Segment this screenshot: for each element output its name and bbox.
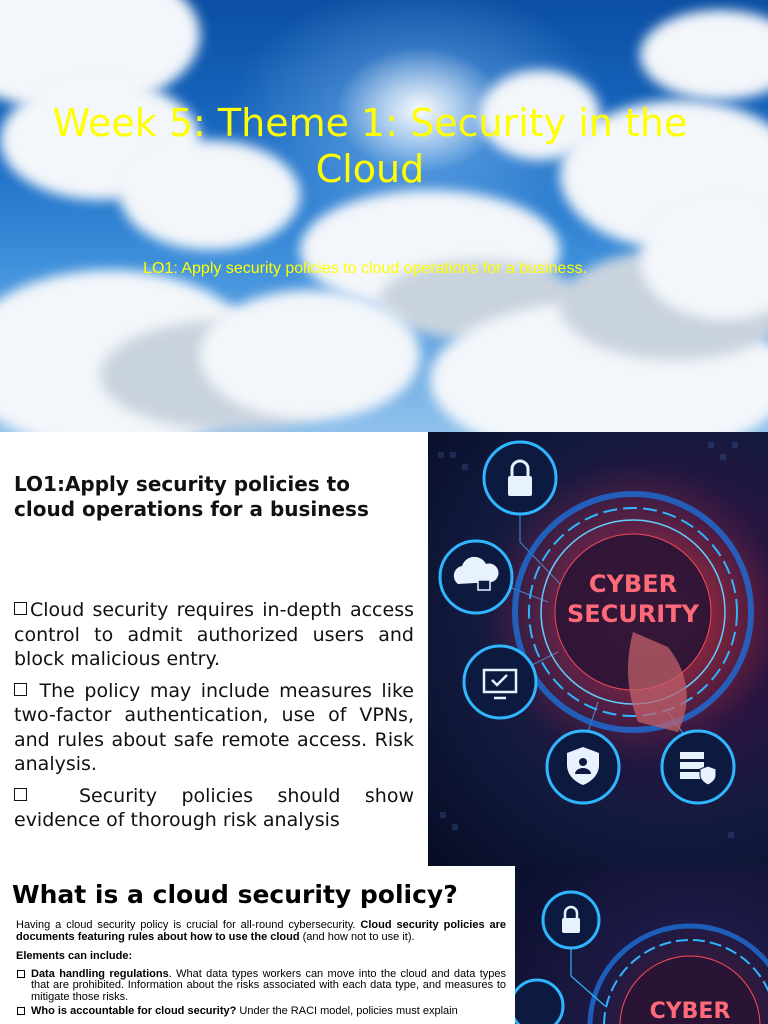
- slide-learning-outcome: [0, 432, 768, 866]
- slide-cloud-title: [0, 0, 768, 432]
- cloud-shape: [200, 290, 420, 420]
- slide-subtitle: LO1: Apply security policies to cloud operations for a business.: [143, 260, 587, 277]
- lock-icon: [543, 892, 599, 948]
- cyber-text: CYBER: [588, 570, 678, 598]
- cloud-lock-icon: [440, 541, 512, 613]
- cyber-text: CYBER: [649, 999, 731, 1024]
- slide-policy-definition: [0, 866, 768, 1024]
- cyber-security-illustration-small: [515, 866, 768, 1024]
- cyber-security-image-small: [515, 866, 768, 1024]
- cloud-lock-icon: [515, 980, 563, 1024]
- checkbox-bullet-icon: [17, 970, 25, 978]
- cyber-security-image: [428, 432, 768, 866]
- slide-title: Week 5: Theme 1: Security in the Cloud: [52, 101, 688, 191]
- monitor-check-icon: [464, 646, 536, 718]
- policy-intro: Having a cloud security policy is crucial for all-round cybersecurity. Cloud security policies are documents featuring rules about how to use the cloud (and how not to use it).: [16, 919, 507, 943]
- learning-outcome-heading: LO1:Apply security policies to cloud operations for a business: [14, 472, 369, 521]
- policy-title: What is a cloud security policy?: [12, 880, 458, 909]
- list-item: Who is accountable for cloud security? Under the RACI model, policies must explain: [16, 1006, 506, 1018]
- elements-label: Elements can include:: [16, 950, 133, 962]
- server-shield-icon: [662, 731, 734, 803]
- cloud-shape: [640, 10, 768, 100]
- list-item: Data handling regulations. What data types workers can move into the cloud and data types that are prohibited. Information about the risks associated with each data type, and measures to mitigate those risks.: [16, 969, 506, 1004]
- lock-icon: [484, 442, 556, 514]
- list-item: Security policies should show evidence of thorough risk analysis: [14, 784, 414, 831]
- checkbox-bullet-icon: [14, 788, 27, 801]
- checkbox-bullet-icon: [14, 683, 27, 696]
- list-item: The policy may include measures like two-factor authentication, use of VPNs, and rules about safe remote access. Risk analysis.: [14, 679, 414, 775]
- shield-user-icon: [547, 731, 619, 803]
- bullet-list: [14, 598, 414, 840]
- security-text: SECURITY: [567, 600, 699, 628]
- checkbox-bullet-icon: [17, 1007, 25, 1015]
- policy-body: [16, 920, 506, 1021]
- checkbox-bullet-icon: [14, 602, 27, 615]
- list-item: Cloud security requires in-depth access control to admit authorized users and block malicious entry.: [14, 599, 414, 670]
- cyber-security-illustration: [428, 432, 768, 866]
